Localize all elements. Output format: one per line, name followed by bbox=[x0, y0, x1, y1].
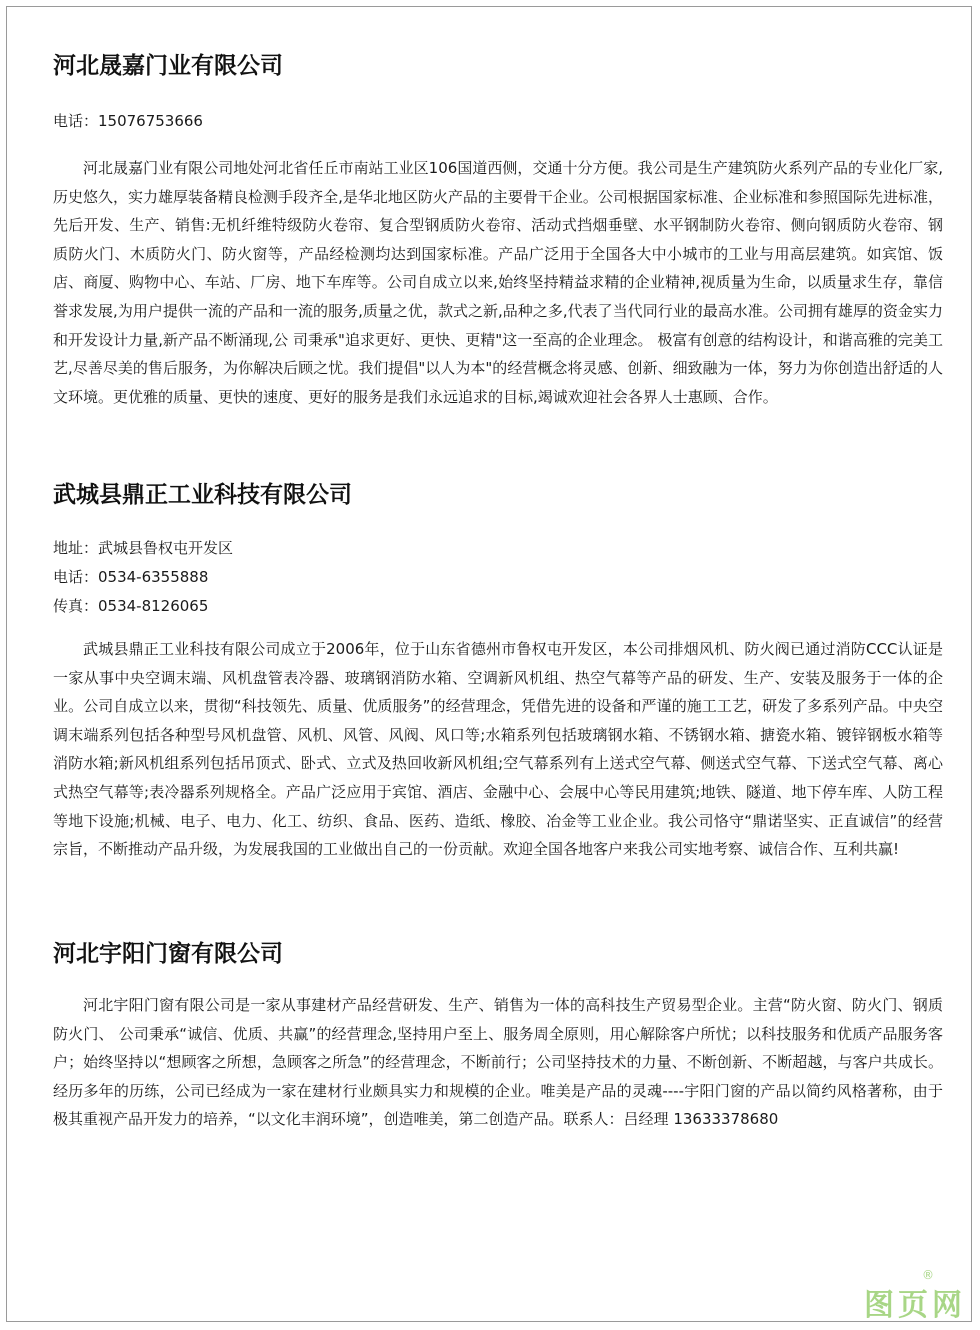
watermark-text: 图页网 bbox=[864, 1288, 966, 1323]
watermark-logo bbox=[864, 1268, 966, 1324]
company-phone: 电话：15076753666 bbox=[53, 112, 203, 130]
company-title: 河北晟嘉门业有限公司 bbox=[53, 53, 283, 79]
company-description: 河北晟嘉门业有限公司地处河北省任丘市南站工业区106国道西侧，交通十分方便。我公司是生产建筑防火系列产品的专业化厂家,历史悠久，实力雄厚装备精良检测手段齐全,是华北地区防火产品的主要骨干企业。公司根据国家标准、企业标准和参照国际先进标准，先后开发、生产、销售:无机纤维特级防火卷帘、复合型钢质防火卷帘、活动式挡烟垂壁、水平钢制防火卷帘、侧向钢质防火卷帘、钢质防火门、木质防火门、防火窗等，产品经检测均达到国家标准。产品广泛用于全国各大中小城市的工业与用高层建筑。如宾馆、饭店、商厦、购物中心、车站、厂房、地下车库等。公司自成立以来,始终坚持精益求精的企业精神,视质量为生命，以质量求生存，靠信誉求发展,为用户提供一流的产品和一流的服务,质量之优，款式之新,品种之多,代表了当代同行业的最高水准。公司拥有雄厚的资金实力和开发设计力量,新产品不断涌现,公 司秉承"追求更好、更快、更精"这一至高的企业理念。 极富有创意的结构设计，和谐高雅的完美工艺,尽善尽美的售后服务，为你解决后顾之忧。我们提倡"以人为本"的经营概念将灵感、创新、细致融为一体，努力为你创造出舒适的人文环境。更优雅的质量、更快的速度、更好的服务是我们永远追求的目标,竭诚欢迎社会各界人士惠顾、合作。 bbox=[53, 159, 943, 406]
company-section-3 bbox=[53, 939, 943, 1134]
document-page bbox=[6, 6, 972, 1322]
company-address: 地址：武城县鲁权屯开发区 bbox=[53, 539, 234, 557]
company-fax: 传真：0534-8126065 bbox=[53, 597, 209, 615]
registered-mark: ® bbox=[922, 1268, 934, 1282]
company-section-2 bbox=[53, 480, 943, 864]
company-title: 河北宇阳门窗有限公司 bbox=[53, 941, 283, 967]
company-description: 河北宇阳门窗有限公司是一家从事建材产品经营研发、生产、销售为一体的高科技生产贸易型企业。主营“防火窗、防火门、钢质防火门、 公司秉承“诚信、优质、共赢”的经营理念,坚持用户至上、服务周全原则，用心解除客户所忧；以科技服务和优质产品服务客户；始终坚持以“想顾客之所想，急顾客之所急”的经营理念，不断前行；公司坚持技术的力量、不断创新、不断超越，与客户共成长。经历多年的历练，公司已经成为一家在建材行业颇具实力和规模的企业。唯美是产品的灵魂----宇阳门窗的产品以简约风格著称，由于极其重视产品开发力的培养，“以文化丰润环境”，创造唯美，第二创造产品。联系人：吕经理 13633378680 bbox=[53, 996, 943, 1129]
company-title: 武城县鼎正工业科技有限公司 bbox=[53, 482, 352, 508]
company-section-1 bbox=[53, 51, 943, 411]
company-phone: 电话：0534-6355888 bbox=[53, 568, 209, 586]
contact-info bbox=[53, 534, 943, 621]
company-description: 武城县鼎正工业科技有限公司成立于2006年，位于山东省德州市鲁权屯开发区，本公司排烟风机、防火阀已通过消防CCC认证是一家从事中央空调末端、风机盘管表冷器、玻璃钢消防水箱、空调新风机组、热空气幕等产品的研发、生产、安装及服务于一体的企业。公司自成立以来，贯彻“科技领先、质量、优质服务”的经营理念，凭借先进的设备和严谨的施工工艺，研发了多系列产品。中央空调末端系列包括各种型号风机盘管、风机、风管、风阀、风口等;水箱系列包括玻璃钢水箱、不锈钢水箱、搪瓷水箱、镀锌钢板水箱等消防水箱;新风机组系列包括吊顶式、卧式、立式及热回收新风机组;空气幕系列有上送式空气幕、侧送式空气幕、下送式空气幕、离心式热空气幕等;表冷器系列规格全。产品广泛应用于宾馆、酒店、金融中心、会展中心等民用建筑;地铁、隧道、地下停车库、人防工程等地下设施;机械、电子、电力、化工、纺织、食品、医药、造纸、橡胶、冶金等工业企业。我公司恪守“鼎诺坚实、正直诚信”的经营宗旨，不断推动产品升级，为发展我国的工业做出自己的一份贡献。欢迎全国各地客户来我公司实地考察、诚信合作、互利共赢! bbox=[53, 640, 943, 859]
